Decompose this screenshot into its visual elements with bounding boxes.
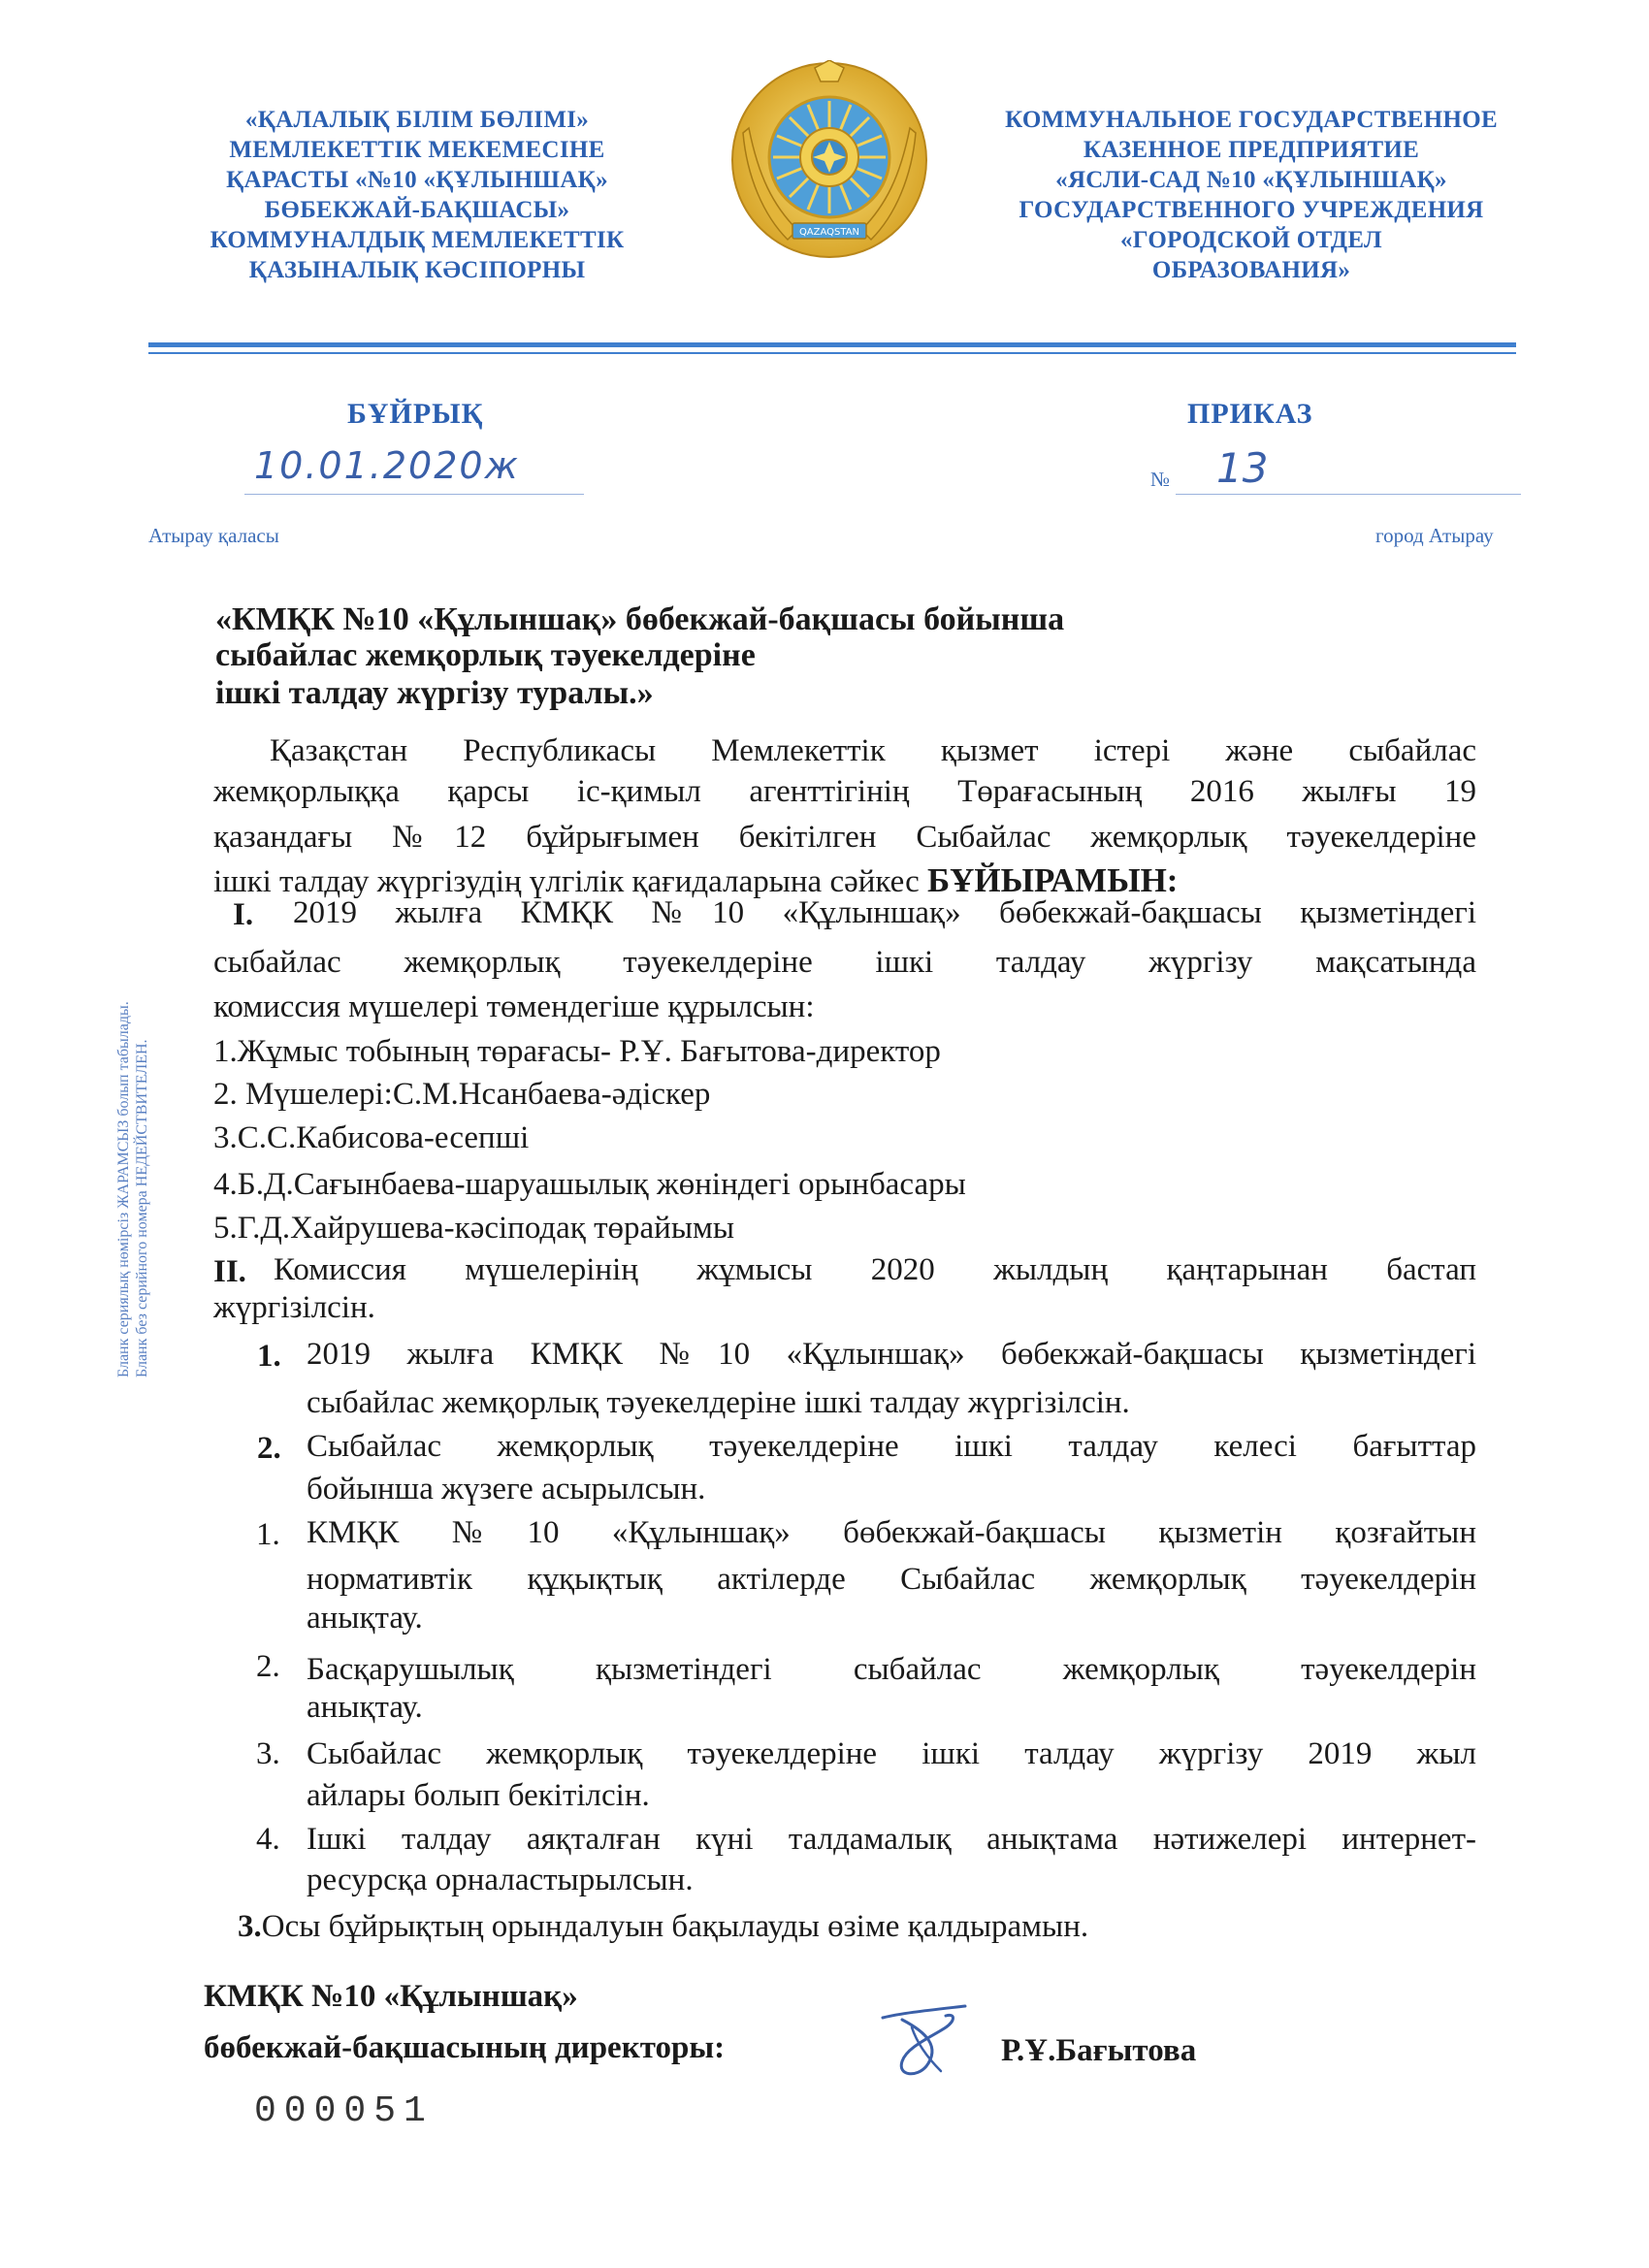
header-left-line: ҚАРАСТЫ «№10 «ҚҰЛЫНШАҚ» <box>226 167 608 193</box>
serial-number: 000051 <box>254 2090 434 2132</box>
header-left-line: МЕМЛЕКЕТТІК МЕКЕМЕСІНЕ <box>229 137 605 163</box>
header-left-line: ҚАЗЫНАЛЫҚ КӘСІПОРНЫ <box>248 257 586 283</box>
signature-name: Р.Ұ.Бағытова <box>1001 2033 1197 2068</box>
final-number: 3. <box>238 1909 262 1944</box>
header-rule-thick <box>148 342 1516 347</box>
subitem-line: ресурсқа орналастырылсын. <box>307 1863 694 1897</box>
subitem-line: Ішкі талдау аяқталған күні талдамалық анықтама нәтижелері интернет- <box>307 1822 1476 1857</box>
header-left-org-kz <box>165 105 669 285</box>
subitem-number: 2. <box>256 1649 280 1684</box>
order-number-label: № <box>1150 468 1171 491</box>
item-line: сыбайлас жемқорлық тәуекелдеріне ішкі талдау жүргізілсін. <box>307 1385 1130 1420</box>
handwritten-signature-icon <box>873 1989 989 2086</box>
svg-text:QAZAQSTAN: QAZAQSTAN <box>798 227 860 238</box>
member-item: 3.С.С.Кабисова-есепші <box>213 1120 530 1155</box>
order-word: БҰЙЫРАМЫН: <box>926 861 1179 899</box>
order-title-kz: БҰЙРЫҚ <box>347 398 484 430</box>
subject-line: «КМҚК №10 «Құлыншақ» бөбекжай-бақшасы бойынша <box>215 601 1065 637</box>
header-left-line: БӨБЕКЖАЙ-БАҚШАСЫ» <box>264 197 570 223</box>
order-date-handwritten: 10.01.2020ж <box>254 444 520 487</box>
subitem-line: анықтау. <box>307 1690 423 1725</box>
item-line: бойынша жүзеге асырылсын. <box>307 1472 706 1507</box>
subitem-line: айлары болып бекітілсін. <box>307 1778 650 1813</box>
header-right-line: ОБРАЗОВАНИЯ» <box>1151 257 1351 283</box>
header-right-line: КОММУНАЛЬНОЕ ГОСУДАРСТВЕННОЕ <box>1005 107 1498 133</box>
header-right-line: ГОСУДАРСТВЕННОГО УЧРЕЖДЕНИЯ <box>1018 197 1484 223</box>
header-left-line: «ҚАЛАЛЫҚ БІЛІМ БӨЛІМІ» <box>244 107 590 133</box>
header-right-line: КАЗЕННОЕ ПРЕДПРИЯТИЕ <box>1083 137 1420 163</box>
city-ru: город Атырау <box>1375 524 1494 547</box>
header-right-line: «ГОРОДСКОЙ ОТДЕЛ <box>1120 227 1382 253</box>
header-right-line: «ЯСЛИ-САД №10 «ҚҰЛЫНШАҚ» <box>1055 167 1447 193</box>
section1-line: сыбайлас жемқорлық тәуекелдеріне ішкі талдау жүргізу мақсатында <box>213 945 1476 980</box>
final-text: Осы бұйрықтың орындалуын бақылауды өзіме қалдырамын. <box>261 1909 1089 1944</box>
section-marker: II. <box>213 1254 246 1289</box>
section1-line: комиссия мүшелері төмендегіше құрылсын: <box>213 989 815 1024</box>
header-right-org-ru <box>970 105 1533 285</box>
item-line: Сыбайлас жемқорлық тәуекелдеріне ішкі талдау келесі бағыттар <box>307 1429 1476 1464</box>
side-note-line: Бланк сериялық нөмірсіз ЖАРАМСЫЗ болып табылады. <box>115 1001 132 1377</box>
subitem-line: КМҚК №10 «Құлыншақ» бөбекжай-бақшасы қызметін қозғайтын <box>307 1515 1476 1550</box>
section1-line: 2019 жылға КМҚК №10 «Құлыншақ» бөбекжай-бақшасы қызметіндегі <box>293 895 1476 930</box>
subitem-number: 3. <box>256 1736 280 1771</box>
preamble-line: жемқорлыққа қарсы іс-қимыл агенттігінің Төрағасының 2016 жылғы 19 <box>213 774 1476 809</box>
preamble-line: қазандағы №12 бұйрығымен бекітілген Сыбайлас жемқорлық тәуекелдеріне <box>213 820 1476 855</box>
section-marker: I. <box>233 897 254 932</box>
preamble-line <box>213 861 1178 900</box>
member-item: 5.Г.Д.Хайрушева-кәсіподақ төрайымы <box>213 1211 735 1246</box>
side-note-line: Бланк без серийного номера НЕДЕЙСТВИТЕЛЕН. <box>134 1039 150 1377</box>
subitem-line: анықтау. <box>307 1601 423 1636</box>
item-line: 2019 жылға КМҚК №10 «Құлыншақ» бөбекжай-бақшасы қызметіндегі <box>307 1337 1476 1372</box>
item-number: 1. <box>257 1339 281 1374</box>
item-number: 2. <box>257 1431 281 1466</box>
section2-line: Комиссия мүшелерінің жұмысы 2020 жылдың қаңтарынан бастап <box>274 1252 1476 1287</box>
subitem-number: 1. <box>256 1517 280 1552</box>
final-clause <box>238 1909 1088 1945</box>
subitem-number: 4. <box>256 1822 280 1857</box>
subitem-line: Сыбайлас жемқорлық тәуекелдеріне ішкі талдау жүргізу 2019 жыл <box>307 1736 1476 1771</box>
member-item: 1.Жұмыс тобының төрағасы- Р.Ұ. Бағытова-директор <box>213 1034 941 1069</box>
subject-line: ішкі талдау жүргізу туралы.» <box>215 675 654 711</box>
subitem-line: нормативтік құқықтық актілерде Сыбайлас жемқорлық тәуекелдерін <box>307 1562 1476 1597</box>
section2-line: жүргізілсін. <box>213 1290 375 1325</box>
signature-org: КМҚК №10 «Құлыншақ» <box>204 1979 578 2014</box>
signature-title: бөбекжай-бақшасының директоры: <box>204 2030 726 2065</box>
city-kz: Атырау қаласы <box>148 524 279 547</box>
number-underline <box>1176 494 1521 495</box>
member-item: 2. Мүшелері:С.М.Нсанбаева-әдіскер <box>213 1077 711 1112</box>
subject-line: сыбайлас жемқорлық тәуекелдеріне <box>215 637 756 673</box>
order-number-handwritten: 13 <box>1216 444 1269 492</box>
preamble-text: ішкі талдау жүргізудің үлгілік қағидаларына сәйкес <box>213 864 927 899</box>
member-item: 4.Б.Д.Сағынбаева-шаруашылық жөніндегі орынбасары <box>213 1167 966 1202</box>
header-rule-thin <box>148 352 1516 354</box>
preamble-line: Қазақстан Республикасы Мемлекеттік қызмет істері және сыбайлас <box>270 733 1476 768</box>
subitem-line: Басқарушылық қызметіндегі сыбайлас жемқорлық тәуекелдерін <box>307 1652 1476 1687</box>
date-underline <box>244 494 584 495</box>
state-emblem-icon <box>729 60 929 260</box>
header-left-line: КОММУНАЛДЫҚ МЕМЛЕКЕТТІК <box>210 227 625 253</box>
order-title-ru: ПРИКАЗ <box>1187 398 1313 430</box>
